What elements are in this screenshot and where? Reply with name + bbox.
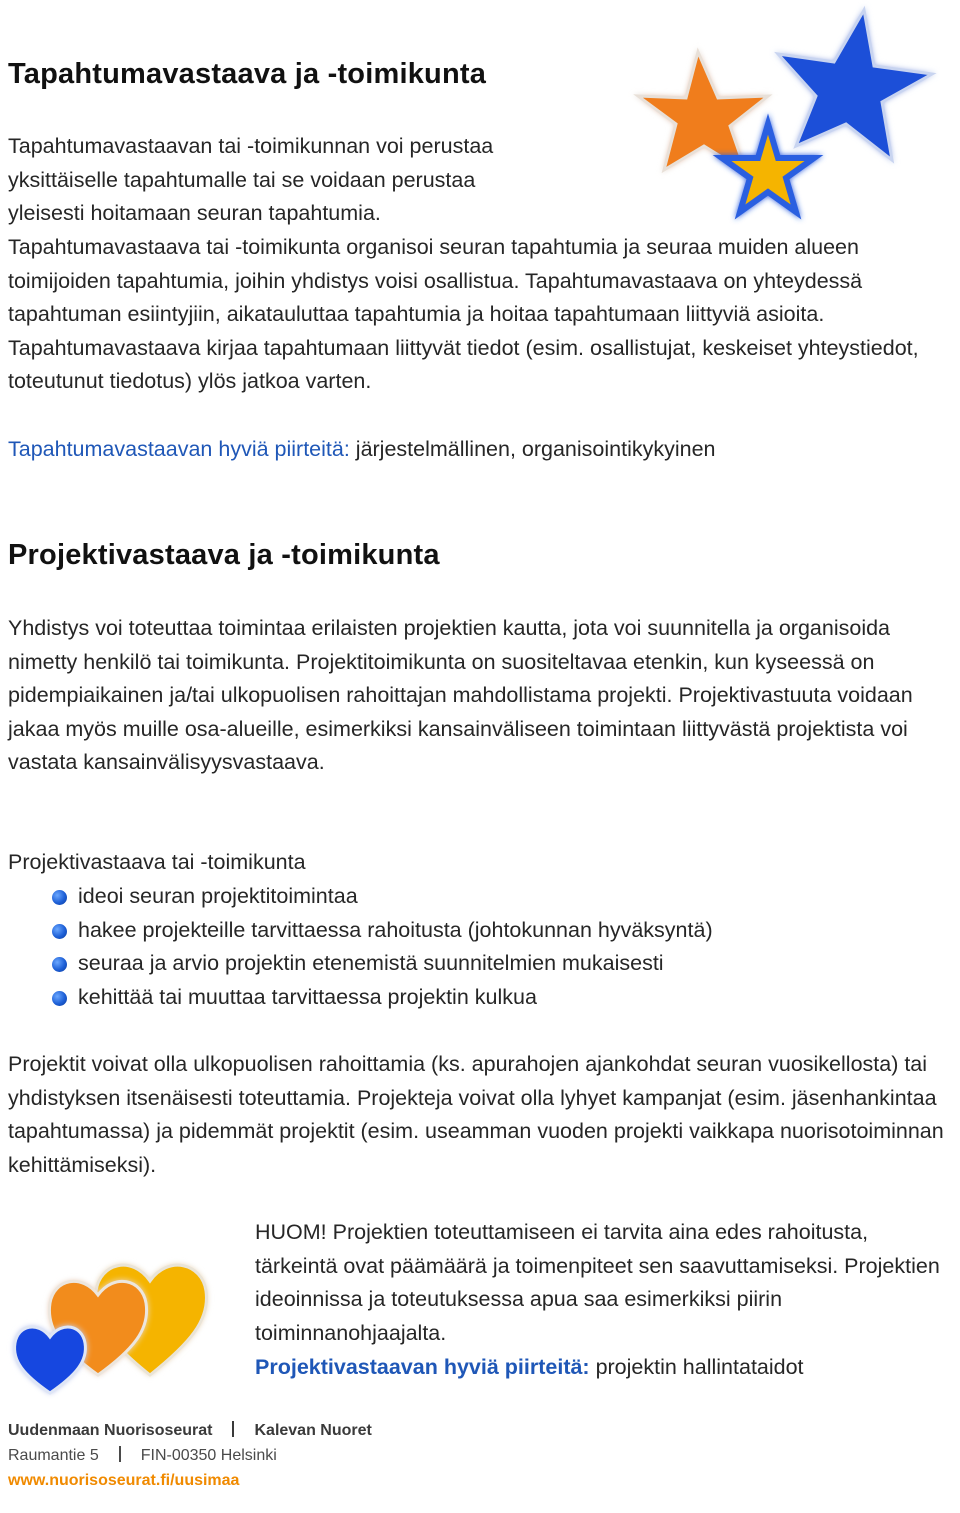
hearts-decoration: [0, 1225, 250, 1400]
section1-body: Tapahtumavastaava tai -toimikunta organisoi seuran tapahtumia ja seuraa muiden alueen toimijoiden tapahtumia, joihin yhdistys voisi osallistua. Tapahtumavastaava on yhteydessä tapahtuman esiintyjiin, aikatauluttaa tapahtumia ja hoitaa tapahtumaan liittyviä asioita. Tapahtumavastaava kirjaa tapahtumaan liittyvät tiedot (esim. osallistujat, keskeiset yhteystiedot, toteutunut tiedotus) ylös jatkoa varten.: [8, 235, 919, 394]
note-text: HUOM! Projektien toteuttamiseen ei tarvita aina edes rahoitusta, tärkeintä ovat päämäärä ja toimenpiteet sen saavuttamiseksi. Projektien ideoinnissa ja toteutuksessa apua saa esimerkiksi piirin toiminnanohjaajalta.: [255, 1220, 940, 1345]
footer-address: [8, 1445, 528, 1467]
section2-body: Yhdistys voi toteuttaa toimintaa erilaisten projektien kautta, jota voi suunnitella ja organisoida nimetty henkilö tai toimikunta. Projektitoimikunta on suositeltavaa etenkin, kun kyseessä on pidempiaikainen ja/tai ulkopuolisen rahoittajan mahdollistama projekti. Projektivastuuta voidaan jakaa myös muille osa-alueille, esimerkiksi kansainväliseen toimintaan liittyvästä projektista voi vastata kansainvälisyysvastaava.: [8, 616, 913, 775]
star-orange: [638, 52, 768, 172]
footer-url[interactable]: www.nuorisoseurat.fi/uusimaa: [8, 1472, 240, 1489]
heart-blue: [15, 1327, 86, 1393]
footer: [8, 1420, 528, 1492]
footer-orgs: [8, 1420, 528, 1442]
section2-traits: [255, 1351, 955, 1385]
bullet-dot-icon: [52, 991, 67, 1006]
section1-traits-label: Tapahtumavastaavan hyviä piirteitä:: [8, 437, 350, 461]
funding-text: Projektit voivat olla ulkopuolisen rahoittamia (ks. apurahojen ajankohdat seuran vuosikellosta) tai yhdistyksen itsenäisesti toteuttamia. Projekteja voivat olla lyhyet kampanjat (esim. jäsenhankintaa tapahtumassa) ja pidemmät projektit (esim. useamman vuoden projekti vaikkapa nuorisotoiminnan kehittämiseksi).: [8, 1052, 944, 1177]
intro-line-3: yleisesti hoitamaan seuran tapahtumia.: [8, 201, 381, 226]
footer-org-2: Kalevan Nuoret: [254, 1422, 372, 1439]
section2-traits-label: Projektivastaavan hyviä piirteitä:: [255, 1355, 590, 1379]
footer-street: Raumantie 5: [8, 1447, 99, 1464]
section1-title: Tapahtumavastaava ja -toimikunta: [8, 58, 487, 90]
responsibilities-list: [8, 880, 908, 1014]
footer-org-1: Uudenmaan Nuorisoseurat: [8, 1422, 213, 1439]
bullet-dot-icon: [52, 924, 67, 939]
footer-postal: FIN-00350 Helsinki: [140, 1447, 277, 1464]
star-blue-large: [778, 10, 932, 160]
bullet-dot-icon: [52, 890, 67, 905]
section1-traits: [8, 433, 953, 467]
section2-traits-text: projektin hallintataidot: [589, 1355, 804, 1379]
section1-intro: [8, 130, 628, 231]
bullet-dot-icon: [52, 957, 67, 972]
intro-line-1: Tapahtumavastaavan tai -toimikunnan voi perustaa: [8, 134, 494, 158]
list-item: kehittää tai muuttaa tarvittaessa projektin kulkua: [8, 981, 908, 1015]
section1-traits-text: järjestelmällinen, organisointikykyinen: [349, 437, 716, 461]
list-heading: Projektivastaava tai -toimikunta: [8, 850, 306, 874]
footer-separator: [119, 1446, 121, 1462]
stars-decoration: [620, 0, 940, 230]
list-item: seuraa ja arvio projektin etenemistä suunnitelmien mukaisesti: [8, 947, 908, 981]
list-item: ideoi seuran projektitoimintaa: [8, 880, 908, 914]
section2-title: Projektivastaava ja -toimikunta: [8, 539, 440, 571]
list-item: hakee projekteille tarvittaessa rahoitusta (johtokunnan hyväksyntä): [8, 914, 908, 948]
footer-separator: [232, 1421, 234, 1437]
intro-line-2: yksittäiselle tapahtumalle tai se voidaan perustaa: [8, 167, 476, 192]
